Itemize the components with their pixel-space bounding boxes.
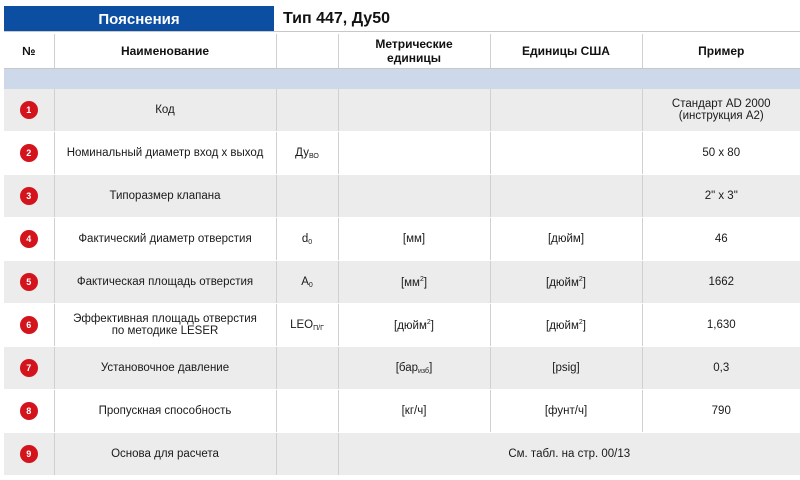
row-num-cell bbox=[4, 218, 54, 261]
row-metric bbox=[338, 304, 490, 347]
row-us bbox=[490, 304, 642, 347]
section-tab: Пояснения bbox=[4, 6, 274, 32]
us-close: ] bbox=[582, 319, 586, 332]
us-unit: [дюйм bbox=[546, 319, 579, 332]
table-row bbox=[4, 347, 800, 390]
row-name-line2: по методике LESER bbox=[111, 325, 219, 337]
table-row bbox=[4, 390, 800, 433]
explanation-table bbox=[4, 34, 800, 476]
row-name: Установочное давление bbox=[54, 347, 276, 390]
metric-close: ] bbox=[429, 361, 433, 374]
table-row bbox=[4, 218, 800, 261]
row-metric bbox=[338, 347, 490, 390]
row-num-cell bbox=[4, 175, 54, 218]
metric-unit: [бар bbox=[395, 361, 419, 374]
row-name: Типоразмер клапана bbox=[54, 175, 276, 218]
row-us: [фунт/ч] bbox=[490, 390, 642, 433]
row-example-line1: Стандарт AD 2000 bbox=[671, 98, 771, 110]
row-name: Основа для расчета bbox=[54, 433, 276, 476]
row-number-badge: 7 bbox=[20, 359, 38, 377]
col-header-metric bbox=[338, 34, 490, 69]
row-example bbox=[642, 89, 800, 132]
row-metric bbox=[338, 132, 490, 175]
row-symbol bbox=[276, 132, 338, 175]
row-metric: [кг/ч] bbox=[338, 390, 490, 433]
row-example-line2: (инструкция A2) bbox=[678, 110, 764, 122]
col-header-example: Пример bbox=[642, 34, 800, 69]
symbol-main: Ду bbox=[295, 146, 309, 159]
row-name: Номинальный диаметр вход х выход bbox=[54, 132, 276, 175]
row-us bbox=[490, 132, 642, 175]
col-header-symbol bbox=[276, 34, 338, 69]
row-merged-note: См. табл. на стр. 00/13 bbox=[338, 433, 800, 476]
table-row bbox=[4, 89, 800, 132]
row-example: 1662 bbox=[642, 261, 800, 304]
row-num-cell bbox=[4, 433, 54, 476]
symbol-main: A bbox=[301, 275, 309, 288]
row-name: Пропускная способность bbox=[54, 390, 276, 433]
row-symbol bbox=[276, 347, 338, 390]
row-us bbox=[490, 89, 642, 132]
row-number-badge: 4 bbox=[20, 230, 38, 248]
metric-close: ] bbox=[430, 319, 434, 332]
row-num-cell bbox=[4, 261, 54, 304]
table-row bbox=[4, 261, 800, 304]
row-symbol bbox=[276, 218, 338, 261]
page-title: Тип 447, Ду50 bbox=[283, 10, 390, 27]
row-example: 790 bbox=[642, 390, 800, 433]
row-name: Фактическая площадь отверстия bbox=[54, 261, 276, 304]
row-us: [дюйм] bbox=[490, 218, 642, 261]
row-number-badge: 1 bbox=[20, 101, 38, 119]
row-symbol bbox=[276, 304, 338, 347]
row-us: [psig] bbox=[490, 347, 642, 390]
table-header-row bbox=[4, 34, 800, 69]
us-unit: [дюйм bbox=[546, 276, 579, 289]
row-metric bbox=[338, 261, 490, 304]
blue-band-row bbox=[4, 69, 800, 90]
row-num-cell bbox=[4, 132, 54, 175]
row-number-badge: 5 bbox=[20, 273, 38, 291]
row-num-cell bbox=[4, 89, 54, 132]
symbol-sub: 0 bbox=[308, 238, 313, 246]
row-symbol bbox=[276, 89, 338, 132]
row-num-cell bbox=[4, 304, 54, 347]
row-name bbox=[54, 304, 276, 347]
table-row bbox=[4, 304, 800, 347]
col-header-name: Наименование bbox=[54, 34, 276, 69]
symbol-main: LEO bbox=[290, 318, 314, 331]
symbol-main: d bbox=[301, 232, 309, 245]
us-close: ] bbox=[582, 276, 586, 289]
metric-unit: [дюйм bbox=[394, 319, 427, 332]
row-name-line1: Эффективная площадь отверстия bbox=[73, 313, 257, 325]
row-example: 50 x 80 bbox=[642, 132, 800, 175]
row-example: 0,3 bbox=[642, 347, 800, 390]
col-header-metric-line1: Метрические bbox=[375, 37, 453, 51]
row-number-badge: 2 bbox=[20, 144, 38, 162]
metric-sup: 2 bbox=[419, 275, 424, 283]
col-header-num: № bbox=[4, 34, 54, 69]
row-symbol bbox=[276, 433, 338, 476]
col-header-us: Единицы США bbox=[490, 34, 642, 69]
table-row bbox=[4, 433, 800, 476]
row-symbol bbox=[276, 261, 338, 304]
metric-unit: [мм bbox=[400, 276, 420, 289]
metric-sup: 2 bbox=[426, 318, 431, 326]
table-row bbox=[4, 132, 800, 175]
row-example: 46 bbox=[642, 218, 800, 261]
row-us bbox=[490, 261, 642, 304]
row-number-badge: 9 bbox=[20, 445, 38, 463]
row-us bbox=[490, 175, 642, 218]
title-divider bbox=[4, 31, 800, 32]
symbol-sub: П/Г bbox=[313, 324, 324, 332]
row-example: 1,630 bbox=[642, 304, 800, 347]
row-name: Фактический диаметр отверстия bbox=[54, 218, 276, 261]
symbol-sub: 0 bbox=[308, 281, 313, 289]
row-example: 2" x 3" bbox=[642, 175, 800, 218]
row-number-badge: 6 bbox=[20, 316, 38, 334]
metric-sub: изб bbox=[418, 367, 430, 375]
row-num-cell bbox=[4, 347, 54, 390]
title-bar bbox=[0, 6, 800, 32]
row-metric bbox=[338, 175, 490, 218]
row-metric bbox=[338, 89, 490, 132]
row-number-badge: 3 bbox=[20, 187, 38, 205]
symbol-sub: ВО bbox=[308, 152, 319, 160]
row-symbol bbox=[276, 175, 338, 218]
metric-close: ] bbox=[423, 276, 428, 289]
row-num-cell bbox=[4, 390, 54, 433]
row-metric: [мм] bbox=[338, 218, 490, 261]
us-sup: 2 bbox=[578, 275, 583, 283]
row-symbol bbox=[276, 390, 338, 433]
row-name: Код bbox=[54, 89, 276, 132]
us-sup: 2 bbox=[578, 318, 583, 326]
blue-band bbox=[4, 69, 800, 90]
col-header-metric-line2: единицы bbox=[387, 51, 441, 65]
table-row bbox=[4, 175, 800, 218]
row-number-badge: 8 bbox=[20, 402, 38, 420]
